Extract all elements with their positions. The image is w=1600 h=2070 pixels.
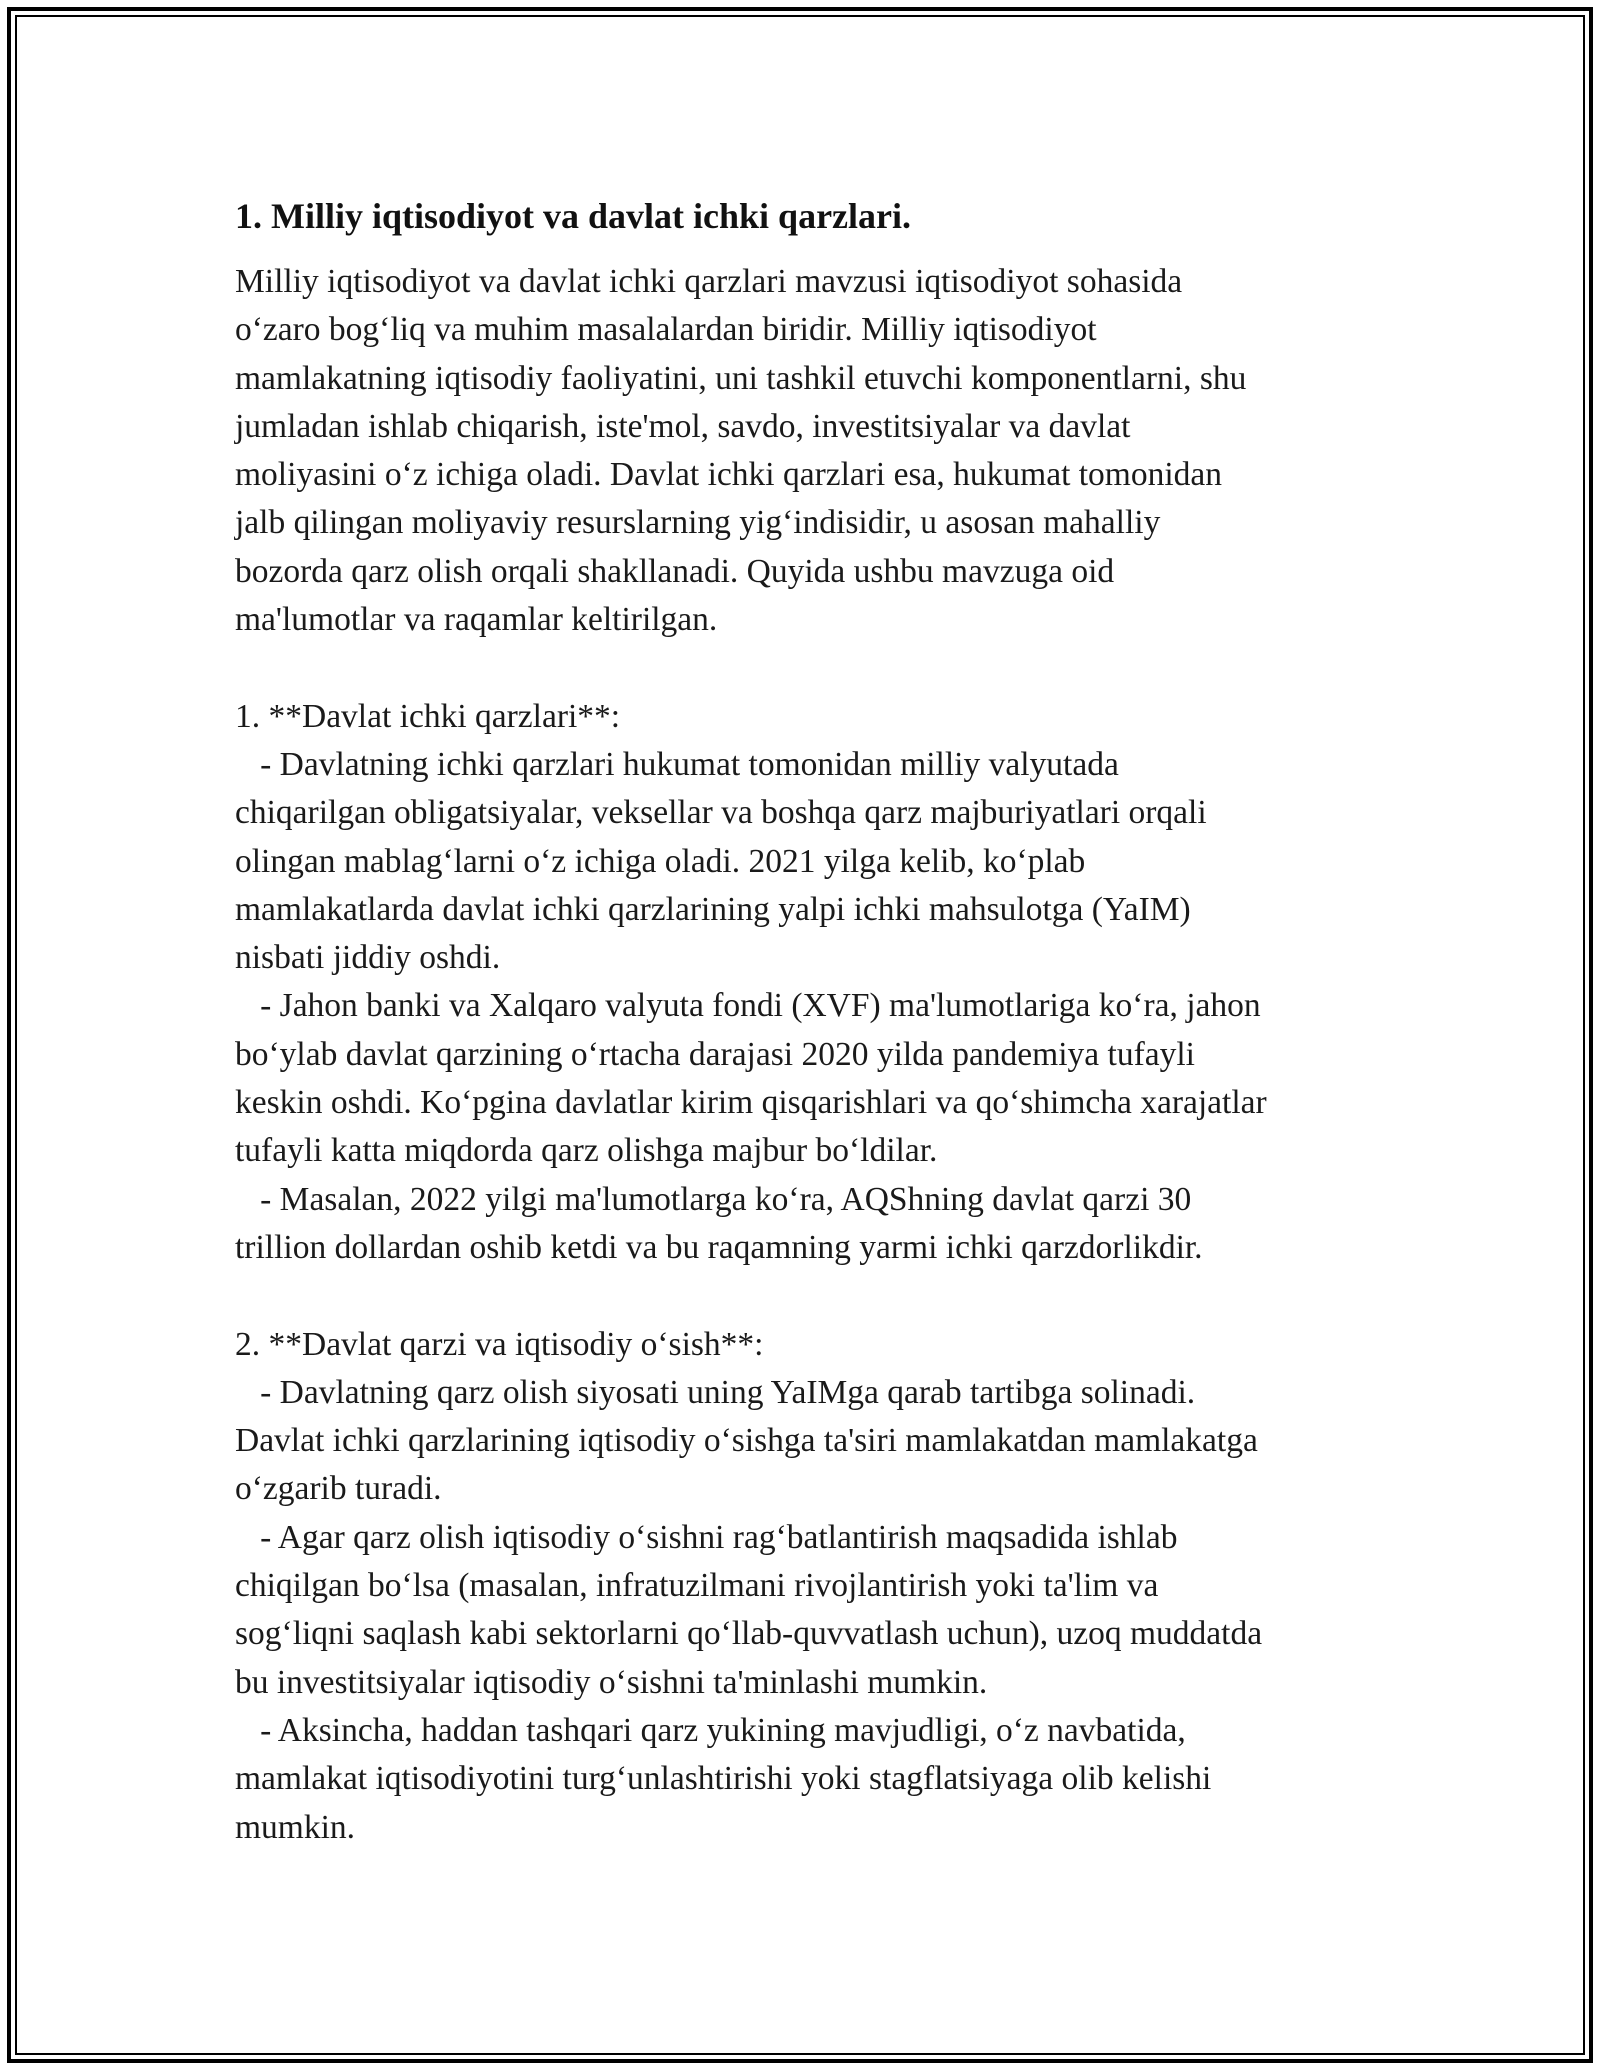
- paragraph-line: - Jahon banki va Xalqaro valyuta fondi (XVF) ma'lumotlariga ko‘ra, jahon: [235, 987, 1261, 1025]
- paragraph-line: mamlakatlarda davlat ichki qarzlarining yalpi ichki mahsulotga (YaIM): [235, 890, 1191, 928]
- paragraph-line: ma'lumotlar va raqamlar keltirilgan.: [235, 601, 718, 639]
- paragraph-line: olingan mablag‘larni o‘z ichiga oladi. 2021 yilga kelib, ko‘plab: [235, 842, 1086, 880]
- paragraph-line: bu investitsiyalar iqtisodiy o‘sishni ta'minlashi mumkin.: [235, 1663, 988, 1701]
- paragraph-line: mamlakatning iqtisodiy faoliyatini, uni tashkil etuvchi komponentlarni, shu: [235, 359, 1247, 397]
- paragraph-line: jumladan ishlab chiqarish, iste'mol, savdo, investitsiyalar va davlat: [235, 407, 1131, 445]
- paragraph-spacer: [235, 644, 1385, 692]
- paragraph-line: - Agar qarz olish iqtisodiy o‘sishni rag‘batlantirish maqsadida ishlab: [235, 1518, 1178, 1556]
- paragraph-line: chiqilgan bo‘lsa (masalan, infratuzilmani rivojlantirish yoki ta'lim va: [235, 1567, 1159, 1605]
- paragraph-spacer: [235, 1272, 1385, 1320]
- document-body: [235, 188, 1385, 1852]
- paragraph-line: moliyasini o‘z ichiga oladi. Davlat ichki qarzlari esa, hukumat tomonidan: [235, 456, 1223, 494]
- paragraph-line: trillion dollardan oshib ketdi va bu raqamning yarmi ichki qarzdorlikdir.: [235, 1228, 1203, 1266]
- paragraph-line: sog‘liqni saqlash kabi sektorlarni qo‘llab-quvvatlash uchun), uzoq muddatda: [235, 1615, 1263, 1653]
- paragraph-line: mumkin.: [235, 1808, 356, 1846]
- paragraph-line: bozorda qarz olish orqali shakllanadi. Quyida ushbu mavzuga oid: [235, 552, 1115, 590]
- paragraph-line: Milliy iqtisodiyot va davlat ichki qarzlari mavzusi iqtisodiyot sohasida: [235, 263, 1183, 300]
- paragraph-line: o‘zaro bog‘liq va muhim masalalardan biridir. Milliy iqtisodiyot: [235, 311, 1097, 349]
- page-title: 1. Milliy iqtisodiyot va davlat ichki qarzlari.: [235, 196, 912, 236]
- paragraph-line: mamlakat iqtisodiyotini turg‘unlashtirishi yoki stagflatsiyaga olib kelishi: [235, 1760, 1212, 1798]
- paragraph-line: - Aksincha, haddan tashqari qarz yukining mavjudligi, o‘z navbatida,: [235, 1711, 1186, 1749]
- section-davlat-qarzi-va-iqtisodiy-osish: [235, 1321, 1385, 1852]
- paragraph-line: - Davlatning ichki qarzlari hukumat tomonidan milliy valyutada: [235, 745, 1119, 783]
- paragraph-line: o‘zgarib turadi.: [235, 1470, 442, 1508]
- section-heading: 2. **Davlat qarzi va iqtisodiy o‘sish**:: [235, 1325, 764, 1363]
- paragraph-line: - Masalan, 2022 yilgi ma'lumotlarga ko‘ra, AQShning davlat qarzi 30: [235, 1180, 1192, 1218]
- paragraph-line: Davlat ichki qarzlarining iqtisodiy o‘sishga ta'siri mamlakatdan mamlakatga: [235, 1422, 1258, 1460]
- paragraph-line: keskin oshdi. Ko‘pgina davlatlar kirim qisqarishlari va qo‘shimcha xarajatlar: [235, 1084, 1267, 1122]
- intro-paragraph: [235, 258, 1385, 644]
- section-heading: 1. **Davlat ichki qarzlari**:: [235, 697, 621, 735]
- section-davlat-ichki-qarzlari: [235, 693, 1385, 1273]
- paragraph-line: jalb qilingan moliyaviy resurslarning yig‘indisidir, u asosan mahalliy: [235, 504, 1161, 542]
- paragraph-line: nisbati jiddiy oshdi.: [235, 939, 501, 977]
- paragraph-line: bo‘ylab davlat qarzining o‘rtacha darajasi 2020 yilda pandemiya tufayli: [235, 1035, 1195, 1073]
- paragraph-line: tufayli katta miqdorda qarz olishga majbur bo‘ldilar.: [235, 1132, 938, 1170]
- paragraph-line: chiqarilgan obligatsiyalar, veksellar va boshqa qarz majburiyatlari orqali: [235, 794, 1207, 832]
- paragraph-line: - Davlatning qarz olish siyosati uning YaIMga qarab tartibga solinadi.: [235, 1373, 1196, 1411]
